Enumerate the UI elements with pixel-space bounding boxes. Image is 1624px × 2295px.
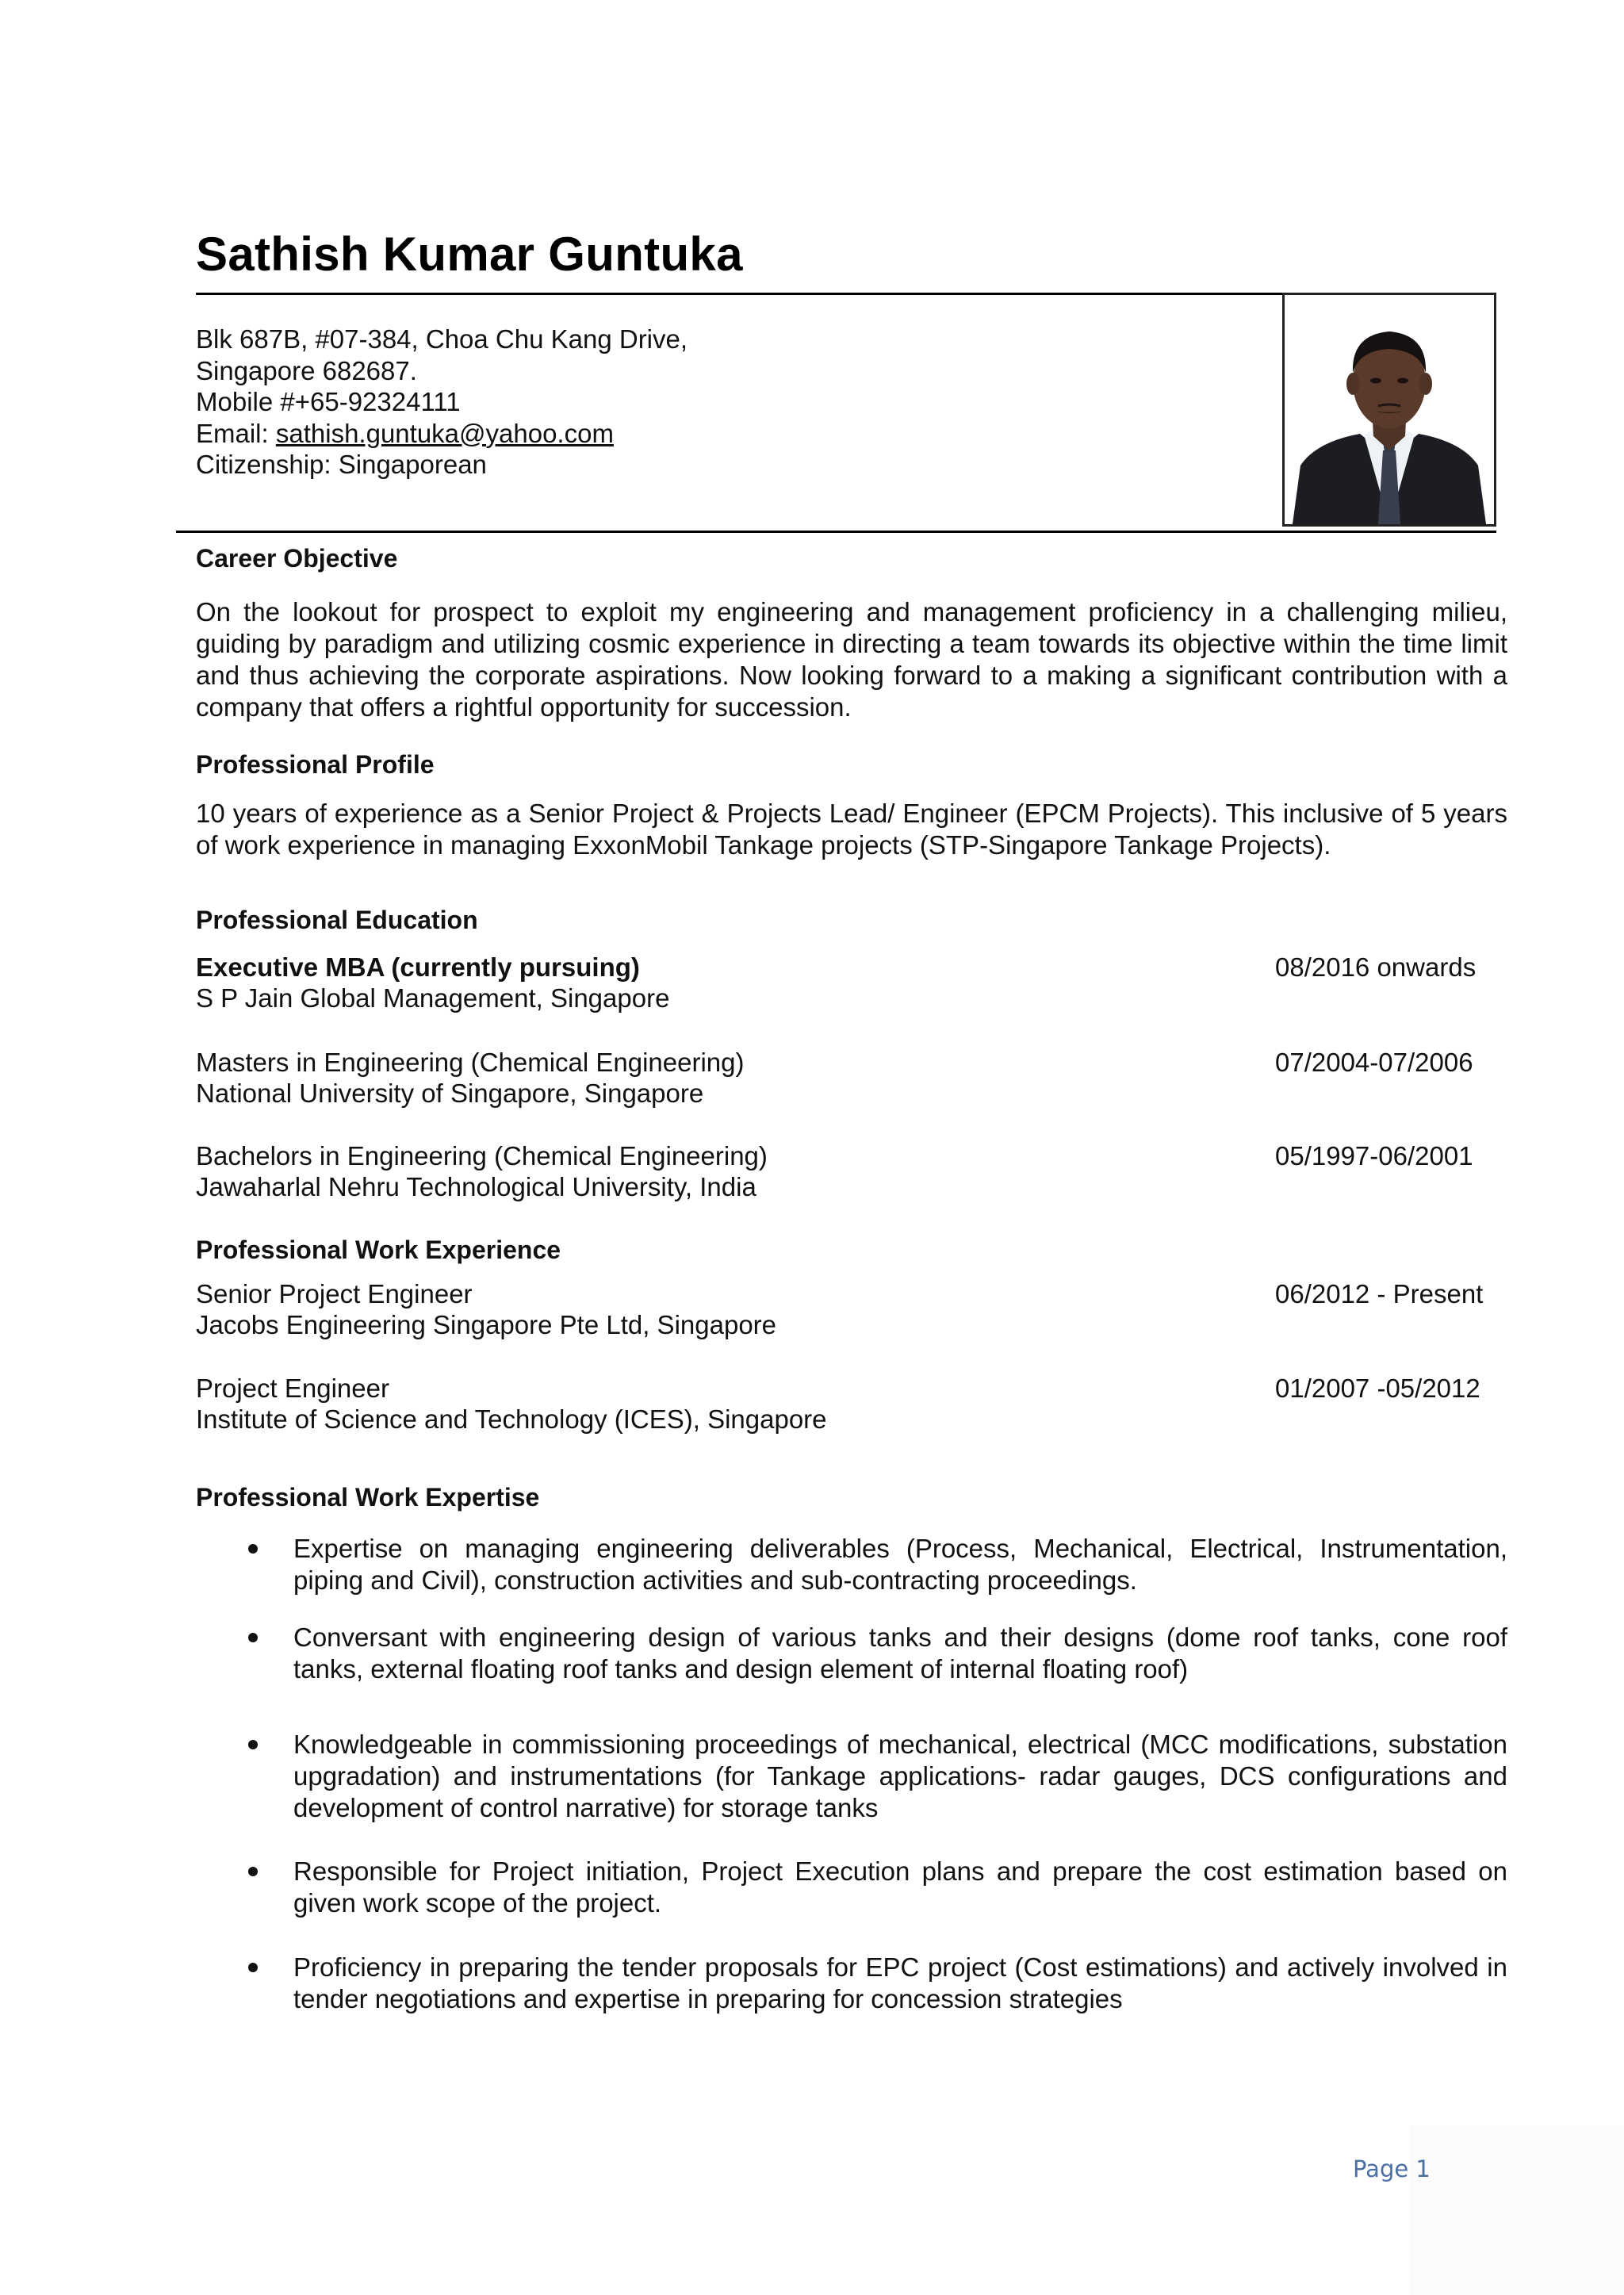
bullet-icon bbox=[248, 1633, 258, 1642]
education-dates: 05/1997-06/2001 bbox=[1275, 1141, 1473, 1170]
expertise-text: Expertise on managing engineering deliverables (Process, Mechanical, Electrical, Instrumentation, piping and Civil), construction activities and sub-contracting proceedings. bbox=[293, 1534, 1507, 1595]
footer-margin-shade bbox=[1410, 2125, 1624, 2295]
education-degree: Masters in Engineering (Chemical Engineering) bbox=[196, 1048, 745, 1077]
experience-item bbox=[196, 1373, 1512, 1436]
education-degree: Bachelors in Engineering (Chemical Engineering) bbox=[196, 1141, 768, 1170]
professional-profile-heading: Professional Profile bbox=[196, 750, 435, 779]
expertise-heading: Professional Work Expertise bbox=[196, 1483, 540, 1511]
education-item bbox=[196, 952, 1512, 1015]
experience-item bbox=[196, 1278, 1512, 1342]
bullet-icon bbox=[248, 1867, 258, 1876]
education-item bbox=[196, 1140, 1512, 1204]
career-objective-text: On the lookout for prospect to exploit my engineering and management proficiency in a challenging milieu, guiding by paradigm and utilizing cosmic experience in directing a team towards its objective within the time limit and thus achieving the corporate aspirations. Now looking forward to a making a significant contribution with a company that offers a rightful opportunity for succession. bbox=[196, 597, 1507, 722]
career-objective-heading: Career Objective bbox=[196, 544, 398, 573]
profile-photo bbox=[1282, 293, 1496, 527]
education-dates: 08/2016 onwards bbox=[1275, 952, 1477, 982]
address-line-1: Blk 687B, #07-384, Choa Chu Kang Drive, bbox=[196, 324, 688, 354]
education-dates: 07/2004-07/2006 bbox=[1275, 1048, 1473, 1077]
experience-dates: 01/2007 -05/2012 bbox=[1275, 1374, 1480, 1403]
candidate-name: Sathish Kumar Guntuka bbox=[196, 228, 743, 281]
expertise-text: Proficiency in preparing the tender proposals for EPC project (Cost estimations) and actively involved in tender negotiations and expertise in preparing for concession strategies bbox=[293, 1952, 1507, 2013]
citizenship: Citizenship: Singaporean bbox=[196, 450, 487, 479]
header-bottom-rule bbox=[176, 531, 1496, 533]
email-link[interactable]: sathish.guntuka@yahoo.com bbox=[275, 418, 614, 448]
portrait-image bbox=[1285, 295, 1494, 524]
professional-profile-text: 10 years of experience as a Senior Project & Projects Lead/ Engineer (EPCM Projects). This inclusive of 5 years of work experience in managing ExxonMobil Tankage projects (STP-Singapore Tankage Projects). bbox=[196, 799, 1507, 860]
education-heading: Professional Education bbox=[196, 906, 478, 934]
expertise-text: Responsible for Project initiation, Project Execution plans and prepare the cost estimation based on given work scope of the project. bbox=[293, 1856, 1507, 1918]
education-institution: S P Jain Global Management, Singapore bbox=[196, 983, 670, 1013]
expertise-text: Knowledgeable in commissioning proceedings of mechanical, electrical (MCC modifications, substation upgradation) and instrumentations (for Tankage applications- radar gauges, DCS configurations and development of control narrative) for storage tanks bbox=[293, 1730, 1507, 1822]
experience-company: Institute of Science and Technology (ICES), Singapore bbox=[196, 1404, 827, 1434]
education-item bbox=[196, 1047, 1512, 1110]
education-institution: National University of Singapore, Singapore bbox=[196, 1079, 704, 1108]
email-row bbox=[196, 418, 688, 450]
experience-title: Project Engineer bbox=[196, 1374, 389, 1403]
mobile-number: Mobile #+65-92324111 bbox=[196, 387, 461, 416]
experience-dates: 06/2012 - Present bbox=[1275, 1279, 1484, 1308]
expertise-list-item bbox=[196, 1952, 1507, 2015]
expertise-list-item bbox=[196, 1533, 1507, 1596]
address-line-2: Singapore 682687. bbox=[196, 355, 417, 385]
bullet-icon bbox=[248, 1963, 258, 1972]
page-number: Page 1 bbox=[1353, 2155, 1431, 2182]
expertise-list-item bbox=[196, 1856, 1507, 1919]
experience-heading: Professional Work Experience bbox=[196, 1236, 561, 1264]
experience-company: Jacobs Engineering Singapore Pte Ltd, Singapore bbox=[196, 1310, 777, 1339]
expertise-list-item bbox=[196, 1622, 1507, 1685]
education-institution: Jawaharlal Nehru Technological University, India bbox=[196, 1172, 756, 1201]
email-label: Email: bbox=[196, 418, 276, 448]
experience-title: Senior Project Engineer bbox=[196, 1279, 473, 1308]
bullet-icon bbox=[248, 1544, 258, 1554]
expertise-list-item bbox=[196, 1729, 1507, 1824]
education-degree: Executive MBA (currently pursuing) bbox=[196, 952, 640, 982]
expertise-text: Conversant with engineering design of various tanks and their designs (dome roof tanks, cone roof tanks, external floating roof tanks and design element of internal floating roof) bbox=[293, 1623, 1507, 1684]
bullet-icon bbox=[248, 1740, 258, 1749]
contact-block bbox=[196, 324, 688, 481]
